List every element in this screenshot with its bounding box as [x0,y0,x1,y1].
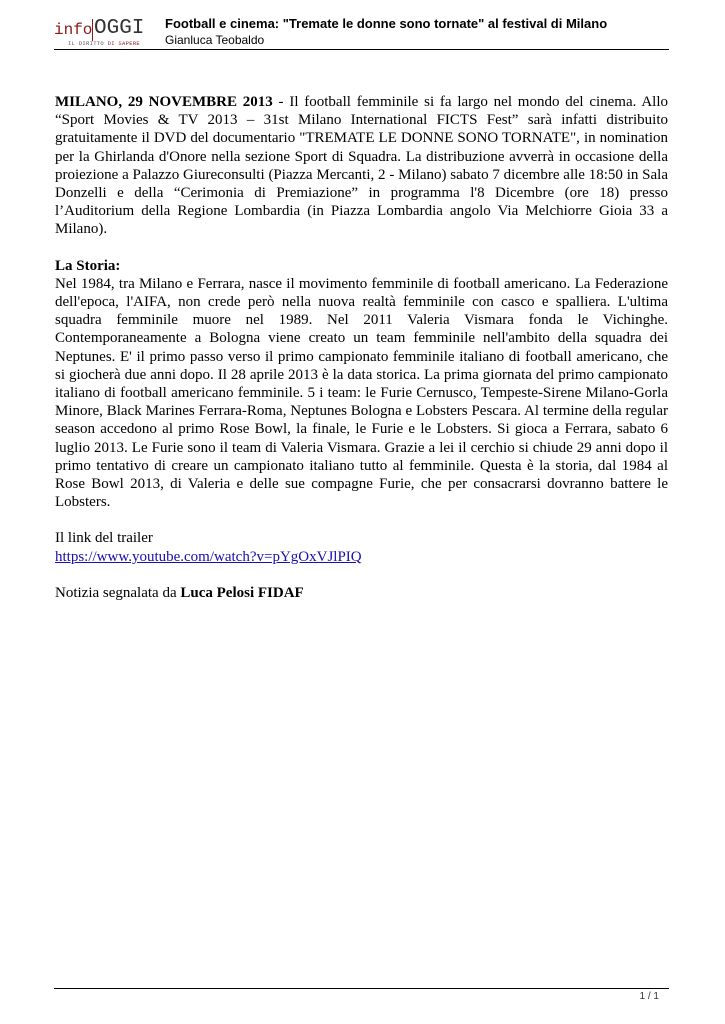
logo-divider [92,19,93,41]
trailer-label: Il link del trailer [55,530,153,547]
document-author: Gianluca Teobaldo [165,33,265,47]
document-title: Football e cinema: "Tremate le donne sono tornate" al festival di Milano [165,16,608,31]
logo-tagline-a: IL DIRITTO [68,40,108,47]
footer-divider [54,988,669,989]
intro-text: - Il football femminile si fa largo nel mondo del cinema. Allo “Sport Movies & TV 2013 – 31st Milano International FICTS Fest” sarà infatti distribuito gratuitamente il DVD del documentario "TREMATE LE DONNE SONO TORNATE", in nomination per la Ghirlanda d'Onore nella sezione Sport di Squadra. La distribuzione avverrà in occasione della proiezione a Palazzo Giureconsulti (Piazza Mercanti, 2 - Milano) sabato 7 dicembre alle 18:50 in Sala Donzelli e della “Cerimonia di Premiazione” in programma l'8 Dicembre (ore 18) presso l’Auditorium della Regione Lombardia (in Piazza Lombardia angolo Via Melchiorre Gioia 33 a Milano). [55,94,668,238]
trailer-link[interactable]: https://www.youtube.com/watch?v=pYgOxVJlPIQ [55,548,362,565]
dateline: MILANO, 29 NOVEMBRE 2013 [55,94,273,110]
infooggi-logo[interactable] [54,17,154,47]
logo-tagline [68,40,140,47]
header-divider [54,49,669,50]
logo-tagline-b: DI SAPERE [107,40,141,47]
logo-info-text: info [54,21,93,39]
page-header [54,15,669,49]
credit-prefix: Notizia segnalata da [55,584,181,601]
page-number: 1 / 1 [639,991,659,1002]
article-body [55,93,668,602]
credit-name: Luca Pelosi FIDAF [180,584,304,601]
history-paragraph: Nel 1984, tra Milano e Ferrara, nasce il movimento femminile di football americano. La Federazione dell'epoca, l'AIFA, non crede però nella nuova realtà femminile con casco e spalliera. L'ultima squadra femminile muore nel 1989. Nel 2011 Valeria Vismara fonda le Vichinghe. Contemporaneamente a Bologna viene creato un team femminile nell'ambito della squadra dei Neptunes. E' il primo passo verso il primo campionato femminile italiano di football americano, che si giocherà due anni dopo. Il 28 aprile 2013 è la data storica. La prima giornata del primo campionato italiano di football americano femminile. 5 i team: le Furie Cernusco, Tempeste-Sirene Milano-Gorla Minore, Black Marines Ferrara-Roma, Neptunes Bologna e Lobsters Pescara. Al termine della regular season accedono al primo Rose Bowl, la finale, le Furie e le Lobsters. Si gioca a Ferrara, sabato 6 luglio 2013. Le Furie sono il team di Valeria Vismara. Grazie a lei il cerchio si chiude 29 anni dopo il primo tentativo di creare un campionato italiano tutto al femminile. Questa è la storia, dal 1984 al Rose Bowl 2013, di Valeria e delle sue compagne Furie, che per consacrarsi dovranno battere le Lobsters. [55,275,668,511]
credit-line [55,584,668,602]
logo-oggi-text: OGGI [94,17,145,40]
history-heading: La Storia: [55,257,121,274]
trailer-link-line [55,548,668,566]
intro-paragraph [55,93,668,239]
